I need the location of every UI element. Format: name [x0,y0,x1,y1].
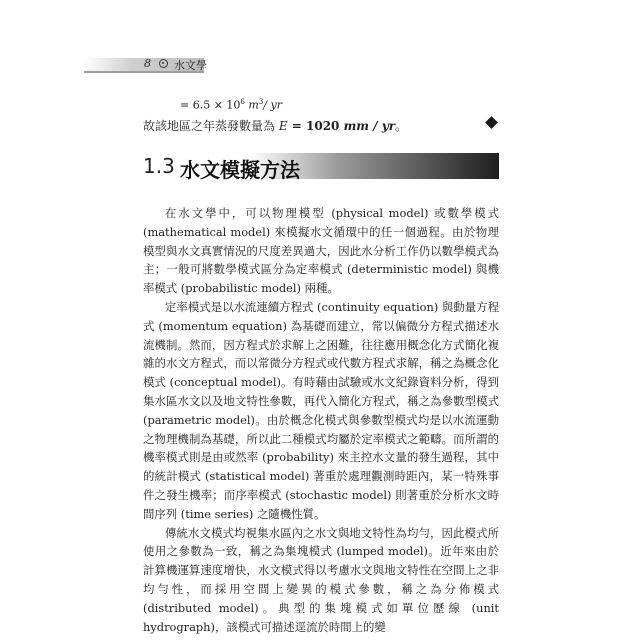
result-variable: E [278,119,288,133]
equation-unit-exponent: 3 [258,98,264,106]
equation-line [180,98,282,112]
paragraph: 定率模式是以水流連續方程式 (continuity equation) 與動量方程式 (momentum equation) 為基礎而建立，常以偏微分方程式描述水流機制。然而，因方程式於求解上之困難，往往應用概念化方式簡化複雜的水文方程式，而以常微分方程式或代數方程式求解，稱之為概念化模式 (conceptual model)。有時藉由試驗或水文紀錄資料分析，得到集水區水文以及地文特性參數，再代入簡化方程式，稱之為參數型模式 (parametric model)。由於概念化模式與參數型模式均是以水流運動之物理機制為基礎，所以此二種模式均屬於定率模式之範疇。而所謂的機率模式則是由或然率 (probability) 來主控水文量的發生過程，其中的統計模式 (statistical model) 著重於處理觀測時距內，某一特殊事件之發生機率；而序率模式 (stochastic model) 則著重於分析水文時間序列 (time series) 之隨機性質。 [143,299,499,521]
bullseye-icon [159,59,168,68]
result-sentence [143,117,407,134]
section-number: 1.3 [143,154,175,178]
result-unit: mm / yr [343,119,396,133]
running-header-title: 水文學 [174,59,207,72]
equation-exponent: 6 [240,98,245,106]
paragraph: 傳統水文模式均視集水區內之水文與地文特性為均勻，因此模式所使用之參數為一致，稱之為集塊模式 (lumped model)。近年來由於計算機運算速度增快，水文模式得以考慮水文與地文特性在空間上之非均勻性，而採用空間上變異的模式參數，稱之為分佈模式 (distributed model)。典型的集塊模式如單位歷線 (unit hydrograph)，該模式可描述逕流於時間上的變 [143,525,499,634]
end-of-example-diamond-icon [485,116,498,129]
result-suffix: 。 [395,119,408,133]
paragraph: 在水文學中，可以物理模型 (physical model) 或數學模式 (mathematical model) 來模擬水文循環中的任一個過程。由於物理模型與水文真實情況的尺度差異過大，因此水分析工作仍以數學模式為主；一般可將數學模式區分為定率模式 (deterministic model) 與機率模式 (probabilistic model) 兩種。 [143,206,499,296]
page-number: 8 [144,57,151,70]
equation-unit-m: m [248,98,259,112]
section-title: 水文模擬方法 [180,158,300,182]
equation-unit-rest: / yr [263,98,282,112]
result-prefix: 故該地區之年蒸發數量為 [143,119,279,133]
body-text [143,204,499,636]
equation-lhs: = 6.5 × 10 [180,98,241,112]
result-value: = 1020 [287,119,344,133]
